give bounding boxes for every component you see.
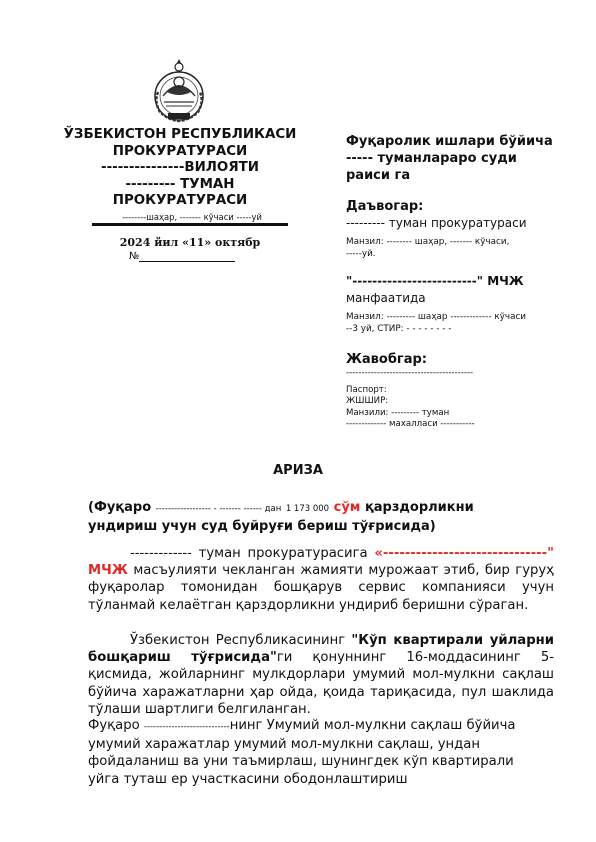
claimant-name: --------- туман прокуратураси: [346, 216, 527, 230]
respondent-passport: Паспорт:: [346, 384, 387, 395]
entity-address: [346, 311, 566, 335]
addressee: [346, 133, 566, 184]
letterhead-address: --------шаҳар, ------- кўчаси -----уй: [122, 212, 262, 222]
subject-dashes: ------------------ - ------- ------ дан: [155, 504, 282, 514]
p3-rest: нинг Умумий мол-мулкни сақлаш бўйича умумий харажатлар умумий мол-мулкни сақлаш, ундан фойдаланиш ва уни таъмирлаш, шунингдек кўп квартирали уйга туташ ер участкасини ободонлаштириш: [88, 718, 516, 787]
body-paragraph-1: [88, 545, 554, 614]
body-paragraph-3: [88, 717, 528, 788]
entity-interest: манфаатида: [346, 291, 426, 305]
respondent-heading: Жавобгар:: [346, 352, 427, 367]
document-subject: [88, 499, 518, 536]
entity-address-line: Манзил: --------- шаҳар ------------- кўчаси: [346, 312, 527, 322]
entity-name: "-------------------------" МЧЖ: [346, 274, 524, 288]
p1-entity: «------------------------------" МЧЖ: [88, 546, 554, 579]
subject-open: (Фуқаро: [88, 500, 152, 515]
addressee-line: ----- туманлараро суди: [346, 151, 517, 166]
respondent-name-line: -----------------------------------------: [346, 368, 474, 378]
letterhead-line: --------- ТУМАН: [125, 176, 235, 192]
state-emblem: [146, 58, 212, 128]
claimant-heading: Даъвогар:: [346, 199, 424, 214]
letterhead-line: ЎЗБЕКИСТОН РЕСПУБЛИКАСИ: [63, 127, 297, 142]
subject-currency: сўм: [333, 500, 361, 515]
number-prefix: №: [129, 251, 140, 262]
addressee-line: Фуқаролик ишлари бўйича: [346, 134, 553, 149]
number-blank-line: [139, 252, 235, 262]
document-title: АРИЗА: [273, 463, 323, 478]
document-date: 2024 йил «11» октябр: [119, 236, 261, 249]
p2-prefix: Ўзбекистон Республикасининг: [130, 633, 352, 648]
respondent-details: [346, 368, 566, 431]
p3-prefix: Фуқаро: [88, 718, 144, 733]
p3-dashes: ----------------------------: [143, 722, 230, 732]
respondent-address: Манзили: --------- туман: [346, 407, 450, 418]
letterhead-line: ПРОКУРАТУРАСИ: [112, 193, 248, 208]
claimant-address-line: Манзил: -------- шаҳар, ------- кўчаси,: [346, 237, 510, 247]
subject-line1-rest: қарздорликни: [364, 500, 474, 515]
letterhead-divider: [92, 223, 288, 226]
letterhead-line: ПРОКУРАТУРАСИ: [112, 143, 248, 159]
claimant-address-line: -----уй.: [346, 249, 376, 259]
letterhead-line: ---------------ВИЛОЯТИ: [101, 160, 259, 175]
p2-rest: ги қонуннинг 16-моддасининг 5-қисмида, жойларнинг мулкдорлари умумий мол-мулкни сақлаш бўйича харажатларни ҳар ойда, қоида тариқасида, пул шаклида тўлаши шартлиги белгиланган.: [88, 650, 554, 717]
addressee-line: раиси га: [346, 168, 411, 183]
entity-address-line: --3 уй, СТИР: - - - - - - - -: [346, 324, 452, 334]
p1-prefix: ------------- туман прокуратурасига: [130, 546, 375, 561]
p2-law: "Кўп квартирали уйларни бошқариш тўғрисида": [88, 633, 554, 666]
subject-line2: ундириш учун суд буйруғи бериш тўғрисида): [88, 519, 436, 534]
letterhead: [60, 127, 300, 210]
body-paragraph-2: [88, 632, 554, 718]
p1-rest: масъулияти чекланган жамияти мурожаат этиб, бир гуруҳ фуқаролар томонидан бошқарув сервис компанияси учун тўланмай келаётган қарздорликни ундириб беришни сўраган.: [88, 563, 554, 613]
respondent-jshshir: ЖШШИР:: [346, 396, 389, 406]
subject-amount: 1 173 000: [285, 504, 330, 514]
document-number: [129, 251, 235, 262]
claimant-address: [346, 236, 566, 260]
respondent-address: ------------- махалласи -----------: [346, 419, 475, 429]
